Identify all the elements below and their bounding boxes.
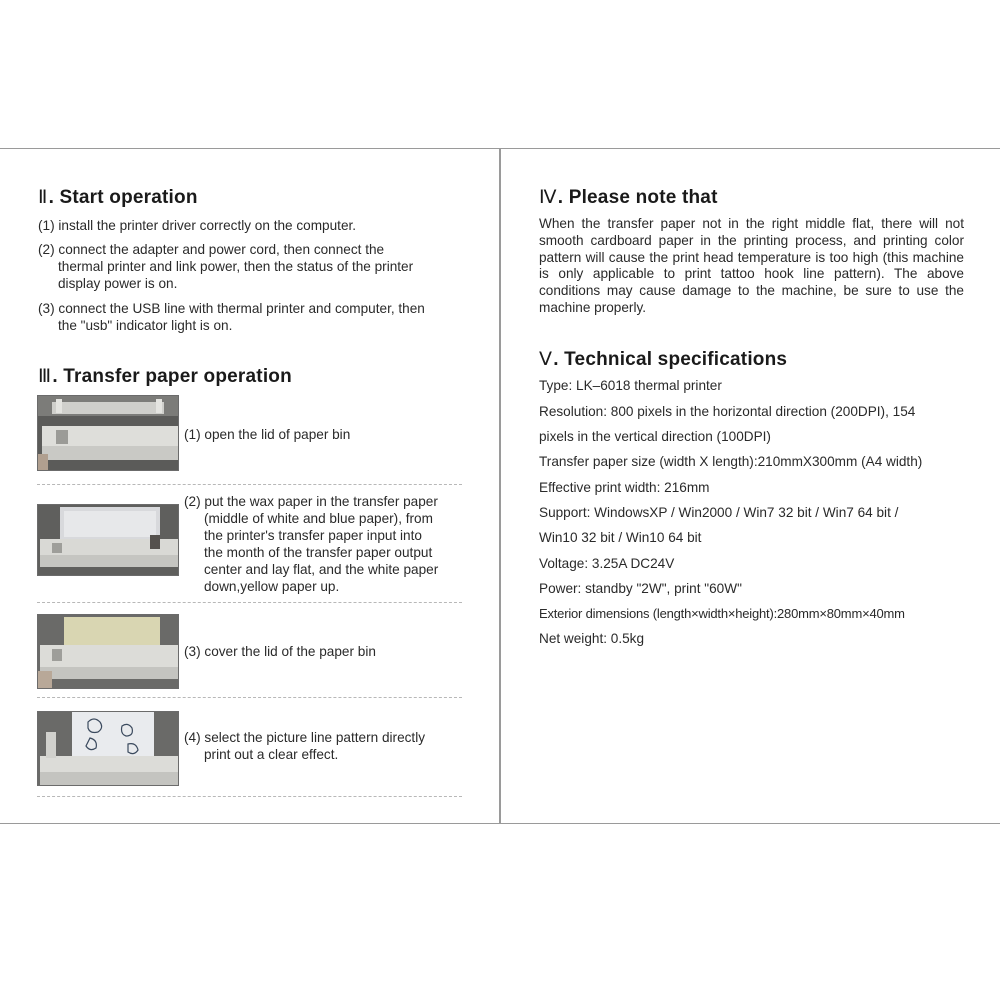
transfer-step-2-line-1: (2) put the wax paper in the transfer paper — [184, 494, 438, 509]
start-step-1-line: (1) install the printer driver correctly on the computer. — [38, 218, 357, 233]
printer-output-pattern-image — [38, 712, 179, 786]
printer-lid-open-image — [38, 396, 179, 471]
transfer-step-3-line-1: (3) cover the lid of the paper bin — [184, 644, 376, 659]
section-3-heading — [38, 365, 292, 388]
note-paragraph: When the transfer paper not in the right middle flat, there will not smooth cardboard paper in the printing process, and printing color pattern will cause the print head temperature is too high (this machine is only applicable to print tattoo hook line pattern). The above conditions may cause damage to the machine, be sure to use the machine properly. — [539, 216, 964, 315]
spec-voltage: Voltage: 3.25A DC24V — [539, 556, 675, 571]
right-page — [500, 148, 1000, 824]
transfer-step-3-caption — [184, 643, 376, 660]
start-step-2-line-1: (2) connect the adapter and power cord, then connect the — [38, 242, 385, 257]
divider-2 — [37, 602, 462, 603]
section-3-title: . Transfer paper operation — [52, 366, 292, 387]
divider-3 — [37, 697, 462, 698]
transfer-step-1-caption — [184, 426, 350, 443]
section-3-numeral: Ⅲ — [38, 366, 52, 387]
section-4-title: . Please note that — [557, 187, 718, 208]
printer-lid-closed-image — [38, 615, 179, 689]
start-step-3 — [38, 300, 425, 334]
printer-output-pattern-photo — [37, 711, 179, 786]
spec-weight: Net weight: 0.5kg — [539, 631, 645, 646]
transfer-step-1-line-1: (1) open the lid of paper bin — [184, 427, 351, 442]
divider-4 — [37, 796, 462, 797]
start-step-3-line-1: (3) connect the USB line with thermal printer and computer, then — [38, 301, 425, 316]
spec-support-2: Win10 32 bit / Win10 64 bit — [539, 530, 702, 545]
printer-lid-closed-photo — [37, 614, 179, 689]
transfer-step-2-caption — [184, 493, 438, 595]
start-step-1 — [38, 217, 356, 234]
start-step-2-line-2: thermal printer and link power, then the status of the printer — [58, 259, 414, 274]
transfer-step-2-line-6: down,yellow paper up. — [204, 579, 340, 594]
start-step-3-line-2: the "usb" indicator light is on. — [58, 318, 233, 333]
spec-power: Power: standby "2W", print "60W" — [539, 581, 742, 596]
transfer-step-4-line-2: print out a clear effect. — [204, 747, 339, 762]
printer-wax-paper-photo — [37, 504, 179, 576]
section-4-numeral: Ⅳ — [539, 187, 557, 208]
transfer-step-4-caption — [184, 729, 425, 763]
spec-type: Type: LK–6018 thermal printer — [539, 378, 722, 393]
spec-resolution-2: pixels in the vertical direction (100DPI) — [539, 429, 771, 444]
spec-print-width: Effective print width: 216mm — [539, 480, 710, 495]
section-2-heading — [38, 186, 198, 209]
spec-dimensions: Exterior dimensions (length×width×height):280mm×80mm×40mm — [539, 606, 905, 621]
spec-support-1: Support: WindowsXP / Win2000 / Win7 32 bit / Win7 64 bit / — [539, 505, 899, 520]
section-2-numeral: Ⅱ — [38, 187, 48, 208]
section-5-heading — [539, 348, 787, 371]
section-5-title: . Technical specifications — [553, 349, 788, 370]
printer-lid-open-photo — [37, 395, 179, 471]
transfer-step-2-line-2: (middle of white and blue paper), from — [204, 511, 433, 526]
section-4-heading — [539, 186, 718, 209]
divider-1 — [37, 484, 462, 485]
transfer-step-4-line-1: (4) select the picture line pattern directly — [184, 730, 426, 745]
left-page — [0, 148, 500, 824]
transfer-step-2-line-3: the printer's transfer paper input into — [204, 528, 422, 543]
transfer-step-2-line-4: the month of the transfer paper output — [204, 545, 433, 560]
transfer-step-2-line-5: center and lay flat, and the white paper — [204, 562, 439, 577]
spec-paper-size: Transfer paper size (width X length):210mmX300mm (A4 width) — [539, 454, 923, 469]
printer-wax-paper-image — [38, 505, 179, 576]
section-5-numeral: Ⅴ — [539, 349, 553, 370]
start-step-2 — [38, 241, 413, 292]
section-2-title: . Start operation — [48, 187, 198, 208]
spec-resolution-1: Resolution: 800 pixels in the horizontal direction (200DPI), 154 — [539, 404, 916, 419]
start-step-2-line-3: display power is on. — [58, 276, 178, 291]
